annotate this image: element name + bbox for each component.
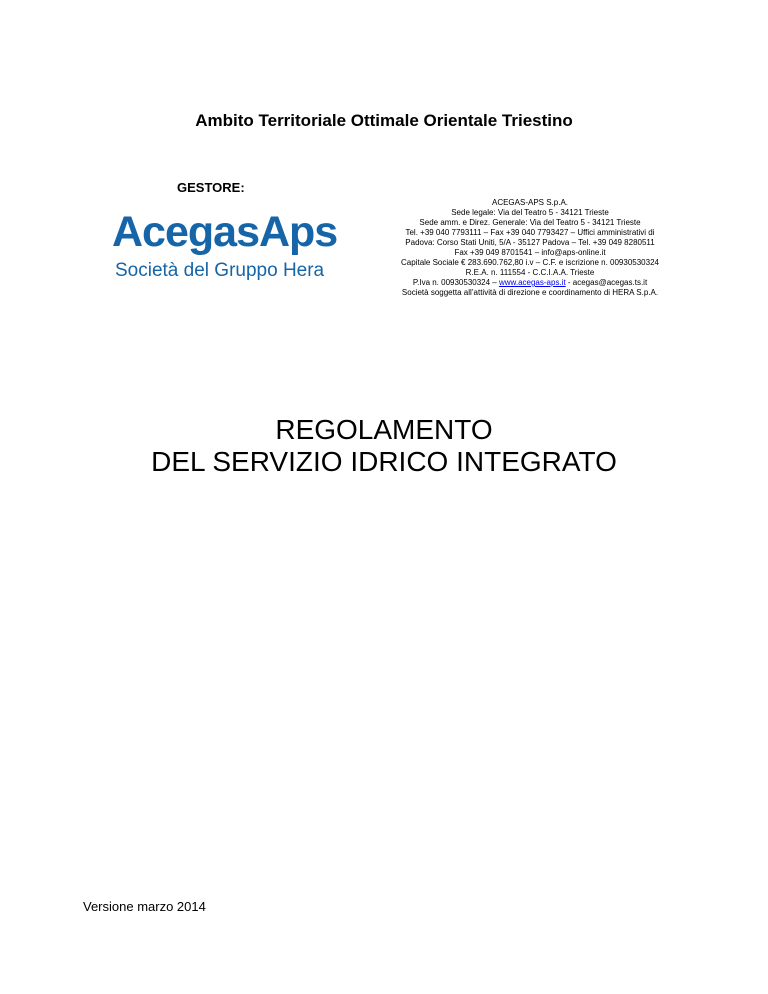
document-title-line1: REGOLAMENTO — [275, 414, 493, 445]
company-sede-amm: Sede amm. e Direz. Generale: Via del Teatro 5 - 34121 Trieste — [419, 218, 641, 227]
company-piva: P.Iva n. 00930530324 – — [412, 278, 499, 287]
company-rea: R.E.A. n. 111554 - C.C.I.A.A. Trieste — [465, 268, 595, 277]
header-title: Ambito Territoriale Ottimale Orientale Triestino — [195, 111, 573, 130]
logo-tagline: Società del Gruppo Hera — [115, 260, 325, 281]
logo-name: AcegasAps — [112, 208, 338, 256]
company-info — [390, 198, 670, 298]
company-piva-line — [390, 278, 670, 288]
company-website-link[interactable]: www.acegas-aps.it — [498, 278, 566, 287]
gestore-label: GESTORE: — [177, 180, 245, 195]
company-capitale: Capitale Sociale € 283.690.762,80 i.v – C.F. e iscrizione n. 00930530324 — [401, 258, 659, 267]
company-name: ACEGAS-APS S.p.A. — [491, 198, 569, 207]
company-email: - acegas@acegas.ts.it — [565, 278, 648, 287]
company-padova: Padova: Corso Stati Uniti, 5/A - 35127 Padova – Tel. +39 049 8280511 — [405, 238, 655, 247]
company-tel: Tel. +39 040 7793111 – Fax +39 040 7793427 – Uffici amministrativi di — [405, 228, 655, 237]
document-version: Versione marzo 2014 — [83, 899, 206, 914]
company-sede-legale: Sede legale: Via del Teatro 5 - 34121 Trieste — [451, 208, 609, 217]
document-title — [0, 414, 768, 478]
company-fax: Fax +39 049 8701541 – info@aps-online.it — [454, 248, 606, 257]
document-title-line2: DEL SERVIZIO IDRICO INTEGRATO — [151, 446, 617, 477]
acegasaps-logo — [112, 207, 338, 287]
company-soggetta: Società soggetta all’attività di direzione e coordinamento di HERA S.p.A. — [401, 288, 659, 297]
